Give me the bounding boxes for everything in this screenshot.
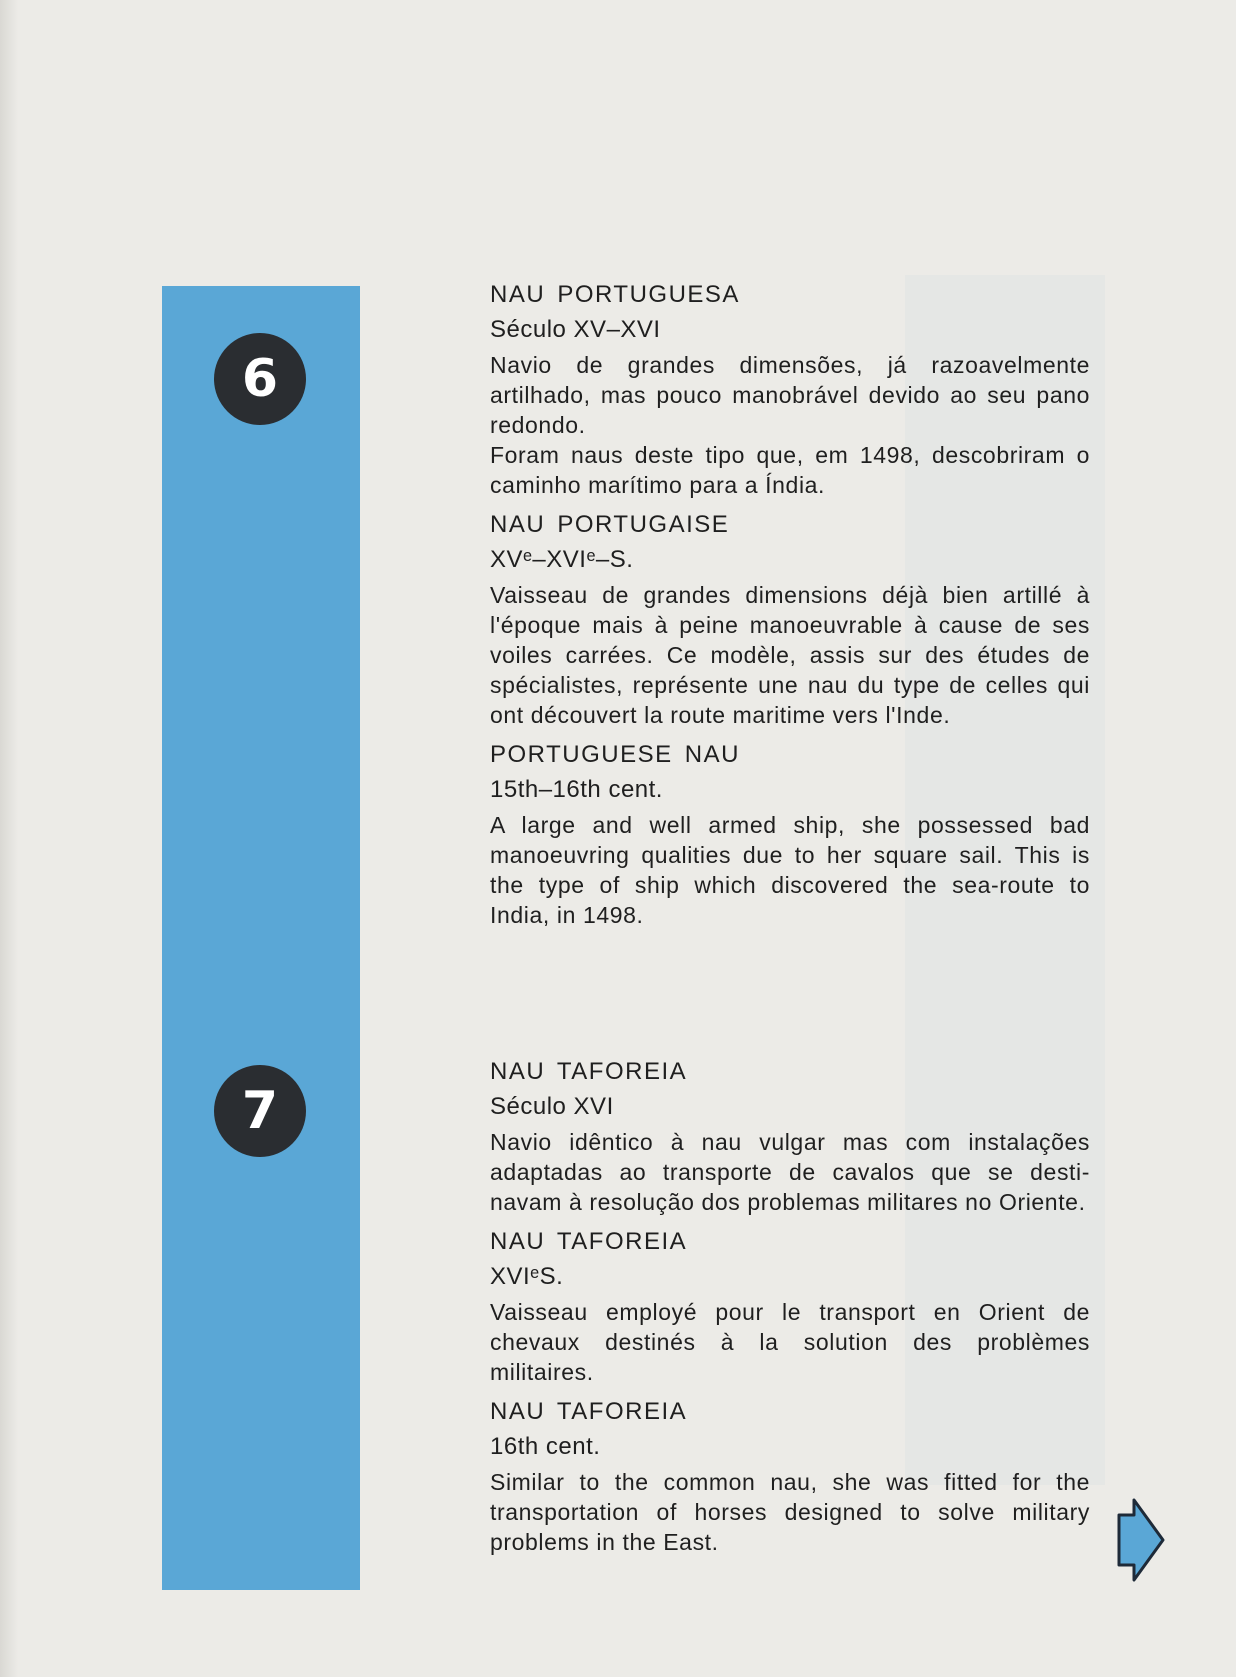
description: Navio de grandes dimensões, já razoavelmente artilhado, mas pouco manobrável devido ao seu pano redondo. (490, 352, 1090, 438)
ship-name: NAU TAFOREIA (490, 1058, 688, 1085)
number-badge-7 (214, 1065, 306, 1157)
english-block (490, 1397, 1090, 1557)
next-arrow-icon[interactable] (1116, 1497, 1166, 1583)
ship-name: NAU PORTUGAISE (490, 511, 730, 538)
english-block (490, 740, 1090, 930)
portuguese-block (490, 280, 1090, 500)
ship-name: NAU PORTUGUESA (490, 281, 740, 308)
century: Século XV–XVI (490, 316, 661, 343)
entry-6 (490, 280, 1090, 940)
description: Vaisseau employé pour le transport en Orient de chevaux destinés à la solution des problèmes militaires. (490, 1299, 1090, 1385)
french-block (490, 510, 1090, 730)
description: Foram naus deste tipo que, em 1498, descobriram o caminho marítimo para a Índia. (490, 442, 1090, 498)
century: XVᵉ–XVIᵉ–S. (490, 546, 634, 573)
description: Navio idêntico à nau vulgar mas com instalações adaptadas ao transporte de cavalos que se desti- navam à resolução dos problemas militares no Oriente. (490, 1129, 1090, 1215)
ship-name: PORTUGUESE NAU (490, 741, 740, 768)
portuguese-block (490, 1057, 1090, 1217)
number-badge-6 (214, 333, 306, 425)
century: Século XVI (490, 1093, 614, 1120)
side-color-bar (162, 286, 360, 1590)
page-edge (0, 0, 18, 1677)
description: Vaisseau de grandes dimensions déjà bien artillé à l'époque mais à peine manoeuvrable à cause de ses voiles carrées. Ce modèle, assis sur des études de spécialistes, représente une nau du type de celles qui ont découvert la route maritime vers l'Inde. (490, 582, 1090, 728)
description: Similar to the common nau, she was fitted for the transportation of horses designed to solve military problems in the East. (490, 1469, 1090, 1555)
badge-number: 6 (241, 349, 279, 409)
ship-name: NAU TAFOREIA (490, 1228, 688, 1255)
century: 15th–16th cent. (490, 776, 663, 803)
century: XVIᵉS. (490, 1263, 564, 1290)
badge-number: 7 (241, 1081, 279, 1141)
entry-7 (490, 1057, 1090, 1567)
ship-name: NAU TAFOREIA (490, 1398, 688, 1425)
french-block (490, 1227, 1090, 1387)
century: 16th cent. (490, 1433, 601, 1460)
description: A large and well armed ship, she possessed bad manoeuvring qualities due to her square sail. This is the type of ship which discovered the sea-route to India, in 1498. (490, 812, 1090, 928)
